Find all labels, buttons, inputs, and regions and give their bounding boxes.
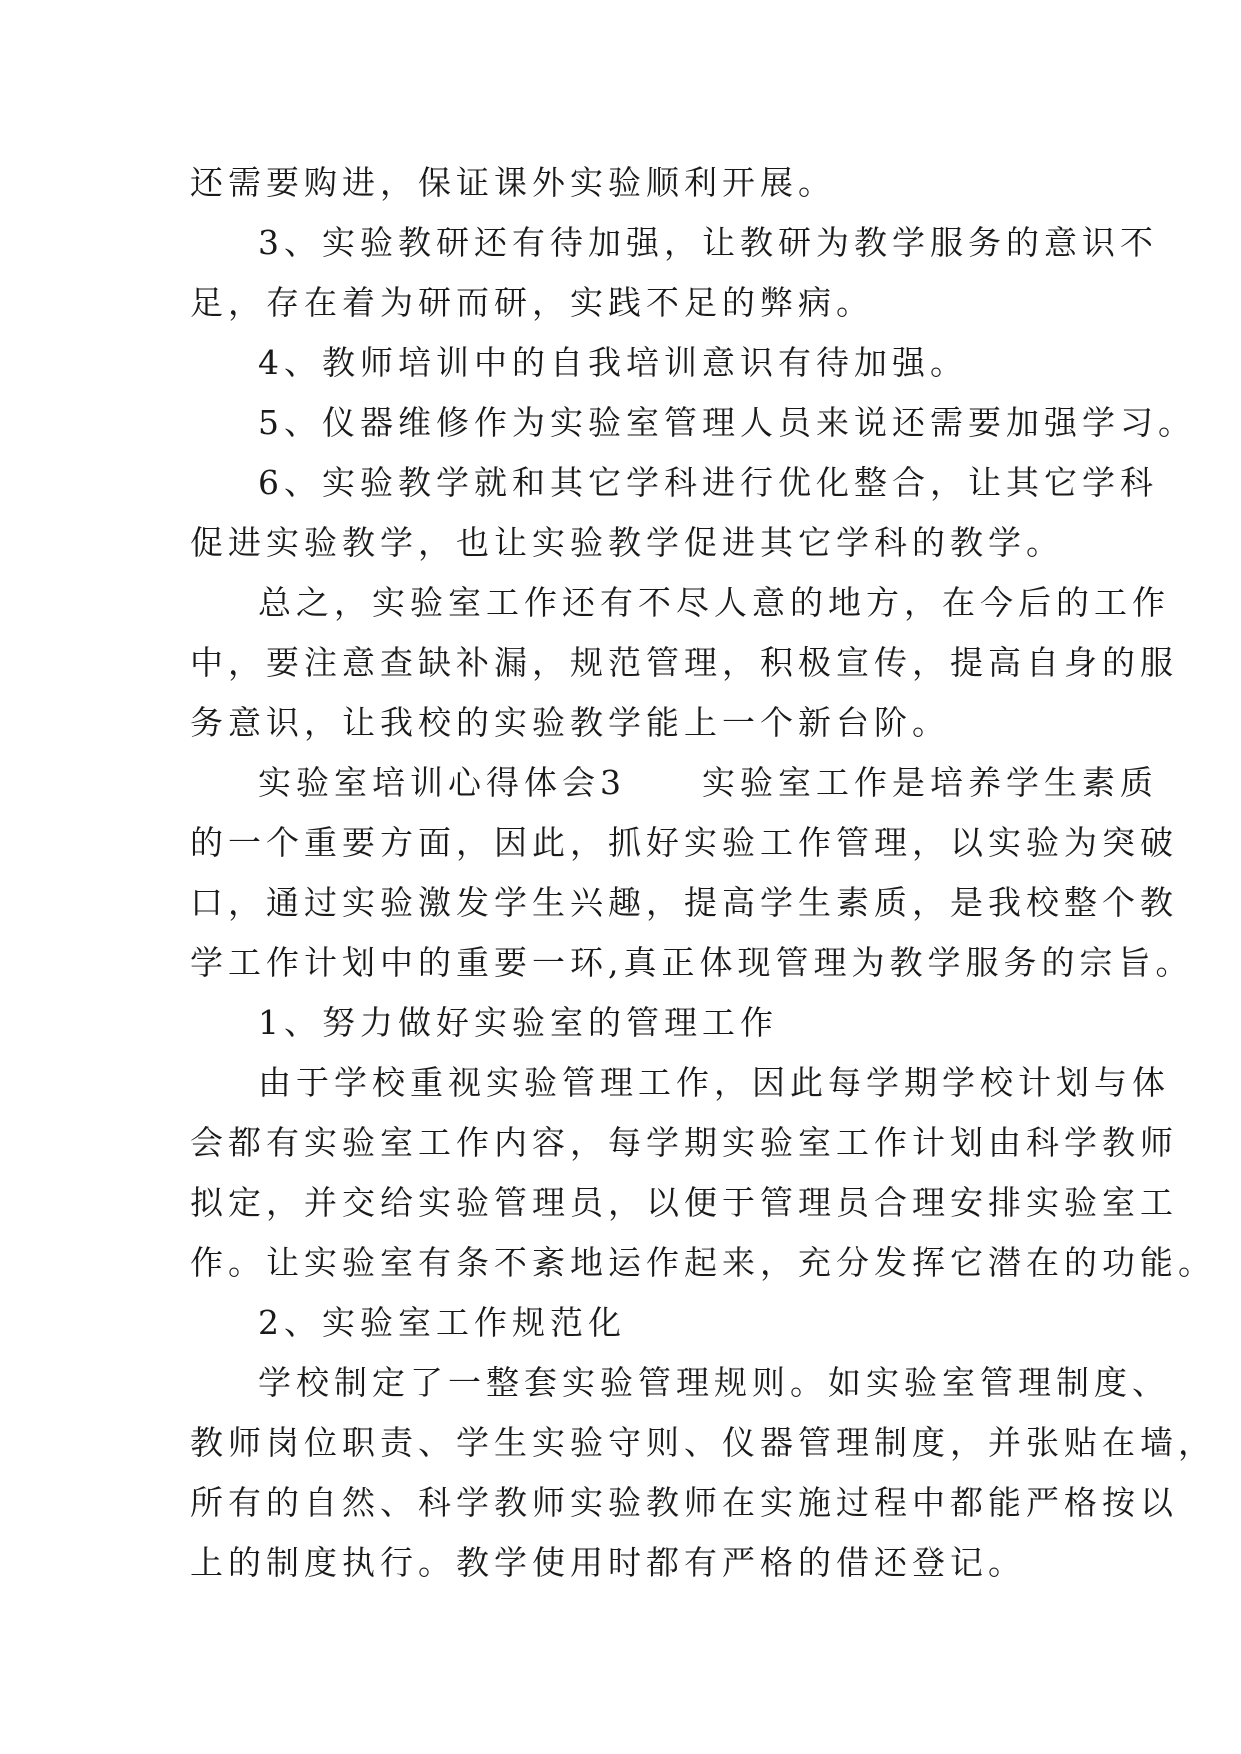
text-line: 足，存在着为研而研，实践不足的弊病。 [190, 283, 874, 322]
text-line: 4、教师培训中的自我培训意识有待加强。 [258, 343, 968, 382]
text-line: 学工作计划中的重要一环,真正体现管理为教学服务的宗旨。 [190, 943, 1194, 982]
text-line: 总之，实验室工作还有不尽人意的地方，在今后的工作 [258, 583, 1170, 622]
text-line: 会都有实验室工作内容，每学期实验室工作计划由科学教师 [190, 1123, 1178, 1162]
text-line: 上的制度执行。教学使用时都有严格的借还登记。 [190, 1543, 1026, 1582]
text-line: 还需要购进，保证课外实验顺利开展。 [190, 163, 836, 202]
document-body [190, 153, 1216, 1593]
text-line: 教师岗位职责、学生实验守则、仪器管理制度，并张贴在墙， [190, 1423, 1216, 1462]
text-line: 5、仪器维修作为实验室管理人员来说还需要加强学习。 [258, 403, 1196, 442]
section-heading: 实验室培训心得体会3 实验室工作是培养学生素质 [258, 763, 1158, 802]
text-line: 中，要注意查缺补漏，规范管理，积极宣传，提高自身的服 [190, 643, 1178, 682]
text-line: 务意识，让我校的实验教学能上一个新台阶。 [190, 703, 950, 742]
subheading: 1、努力做好实验室的管理工作 [258, 1003, 778, 1042]
text-line: 学校制定了一整套实验管理规则。如实验室管理制度、 [258, 1363, 1170, 1402]
text-line: 的一个重要方面，因此，抓好实验工作管理，以实验为突破 [190, 823, 1178, 862]
subheading: 2、实验室工作规范化 [258, 1303, 626, 1342]
text-line: 6、实验教学就和其它学科进行优化整合，让其它学科 [258, 463, 1158, 502]
text-line: 由于学校重视实验管理工作，因此每学期学校计划与体 [258, 1063, 1170, 1102]
text-line: 促进实验教学，也让实验教学促进其它学科的教学。 [190, 523, 1064, 562]
text-line: 所有的自然、科学教师实验教师在实施过程中都能严格按以 [190, 1483, 1178, 1522]
text-line: 拟定，并交给实验管理员，以便于管理员合理安排实验室工 [190, 1183, 1178, 1222]
text-line: 作。让实验室有条不紊地运作起来，充分发挥它潜在的功能。 [190, 1243, 1216, 1282]
text-line: 3、实验教研还有待加强，让教研为教学服务的意识不 [258, 223, 1158, 262]
text-line: 口，通过实验激发学生兴趣，提高学生素质，是我校整个教 [190, 883, 1178, 922]
